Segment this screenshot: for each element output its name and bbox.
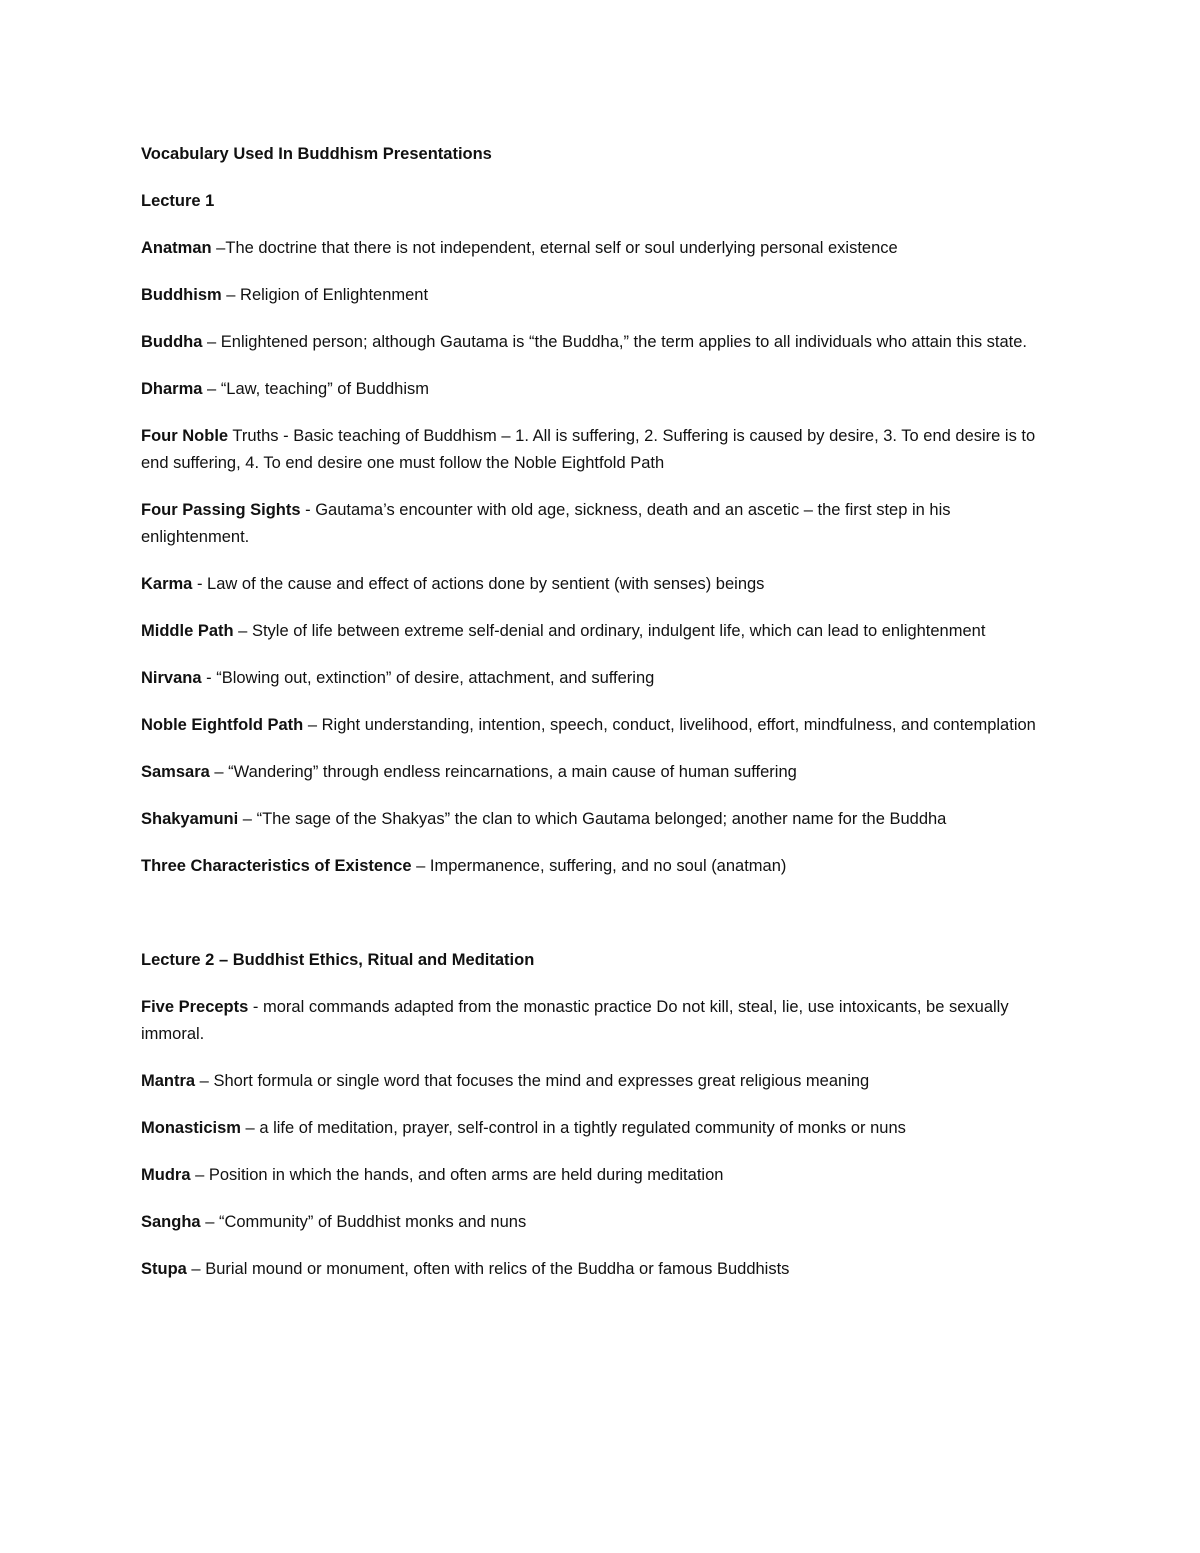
vocab-entry-anatman	[141, 235, 1041, 262]
document-page	[141, 141, 1041, 1303]
vocab-entry-buddha	[141, 329, 1041, 356]
vocab-term: Mantra	[141, 1072, 196, 1090]
vocab-entry-noble-eightfold-path	[141, 712, 1041, 739]
vocab-entry-dharma	[141, 376, 1041, 403]
vocab-term: Buddha	[141, 333, 203, 351]
vocab-definition: Impermanence, suffering, and no soul (anatman)	[429, 857, 787, 875]
document-title: Vocabulary Used In Buddhism Presentations	[141, 145, 492, 163]
vocab-separator: –	[202, 333, 221, 351]
vocab-term: Shakyamuni	[141, 810, 239, 828]
vocab-separator: -	[192, 575, 208, 593]
vocab-definition: Law of the cause and effect of actions done by sentient (with senses) beings	[207, 575, 765, 593]
lecture-1-heading: Lecture 1	[141, 192, 215, 210]
vocab-separator: –	[238, 810, 257, 828]
vocab-term: Dharma	[141, 380, 203, 398]
vocab-entry-buddhism	[141, 282, 1041, 309]
vocab-term: Sangha	[141, 1213, 201, 1231]
vocab-separator: –	[240, 1119, 260, 1137]
vocab-term: Four Passing Sights	[141, 501, 301, 519]
vocab-definition: Right understanding, intention, speech, conduct, livelihood, effort, mindfulness, and contemplation	[321, 716, 1036, 734]
vocab-definition: “Blowing out, extinction” of desire, attachment, and suffering	[216, 669, 655, 687]
vocab-definition: Short formula or single word that focuses the mind and expresses great religious meaning	[213, 1072, 870, 1090]
vocab-entry-four-noble-truths	[141, 423, 1041, 477]
vocab-separator: –	[233, 622, 252, 640]
vocab-separator: –	[200, 1213, 219, 1231]
vocab-definition: Religion of Enlightenment	[240, 286, 429, 304]
vocab-definition: moral commands adapted from the monastic practice Do not kill, steal, lie, use intoxicants, be sexually immoral.	[141, 998, 1009, 1043]
vocab-entry-five-precepts	[141, 994, 1041, 1048]
vocab-term: Monasticism	[141, 1119, 241, 1137]
vocab-entry-karma	[141, 571, 1041, 598]
vocab-separator: –	[186, 1260, 206, 1278]
vocab-definition: Gautama’s encounter with old age, sickness, death and an ascetic – the first step in his enlightenment.	[141, 501, 951, 546]
vocab-term: Five Precepts	[141, 998, 249, 1016]
vocab-separator: -	[248, 998, 263, 1016]
vocab-term: Samsara	[141, 763, 210, 781]
vocab-entry-stupa	[141, 1256, 1041, 1283]
vocab-definition: “Community” of Buddhist monks and nuns	[218, 1213, 527, 1231]
vocab-separator: –	[211, 239, 226, 257]
vocab-term: Anatman	[141, 239, 212, 257]
vocab-term: Stupa	[141, 1260, 187, 1278]
vocab-entry-mudra	[141, 1162, 1041, 1189]
vocab-term: Karma	[141, 575, 193, 593]
vocab-definition: “Law, teaching” of Buddhism	[220, 380, 430, 398]
vocab-definition: “Wandering” through endless reincarnations, a main cause of human suffering	[228, 763, 797, 781]
vocab-term: Noble Eightfold Path	[141, 716, 304, 734]
vocab-term: Nirvana	[141, 669, 202, 687]
vocab-definition: Position in which the hands, and often arms are held during meditation	[208, 1166, 724, 1184]
vocab-separator: –	[221, 286, 241, 304]
vocab-entry-shakyamuni	[141, 806, 1041, 833]
vocab-separator: –	[190, 1166, 209, 1184]
vocab-term: Mudra	[141, 1166, 191, 1184]
vocab-entry-samsara	[141, 759, 1041, 786]
vocab-definition: Burial mound or monument, often with relics of the Buddha or famous Buddhists	[205, 1260, 790, 1278]
vocab-separator: -	[300, 501, 316, 519]
vocab-separator: –	[411, 857, 430, 875]
vocab-definition: Enlightened person; although Gautama is “the Buddha,” the term applies to all individuals who attain this state.	[220, 333, 1028, 351]
vocab-term: Middle Path	[141, 622, 234, 640]
vocab-definition: Basic teaching of Buddhism – 1. All is suffering, 2. Suffering is caused by desire, 3. To end desire is to end suffering, 4. To end desire one must follow the Noble Eightfold Path	[141, 427, 1036, 472]
vocab-term: Four Noble	[141, 427, 229, 445]
vocab-definition: Style of life between extreme self-denial and ordinary, indulgent life, which can lead to enlightenment	[251, 622, 986, 640]
vocab-entry-middle-path	[141, 618, 1041, 645]
vocab-definition: a life of meditation, prayer, self-control in a tightly regulated community of monks or nuns	[259, 1119, 906, 1137]
vocab-definition: The doctrine that there is not independent, eternal self or soul underlying personal existence	[225, 239, 898, 257]
vocab-entry-three-characteristics	[141, 853, 1041, 880]
vocab-separator: –	[195, 1072, 214, 1090]
vocab-separator: Truths -	[228, 427, 294, 445]
vocab-term: Three Characteristics of Existence	[141, 857, 412, 875]
vocab-entry-mantra	[141, 1068, 1041, 1095]
vocab-separator: –	[202, 380, 221, 398]
vocab-entry-nirvana	[141, 665, 1041, 692]
vocab-definition: “The sage of the Shakyas” the clan to which Gautama belonged; another name for the Buddha	[256, 810, 947, 828]
vocab-entry-monasticism	[141, 1115, 1041, 1142]
vocab-separator: –	[303, 716, 322, 734]
lecture-2-heading: Lecture 2 – Buddhist Ethics, Ritual and Meditation	[141, 951, 535, 969]
vocab-term: Buddhism	[141, 286, 222, 304]
section-spacer	[141, 900, 1041, 947]
lecture-1-entries	[141, 235, 1041, 880]
vocab-separator: -	[201, 669, 217, 687]
vocab-entry-sangha	[141, 1209, 1041, 1236]
lecture-2-entries	[141, 994, 1041, 1283]
vocab-separator: –	[209, 763, 229, 781]
vocab-entry-four-passing-sights	[141, 497, 1041, 551]
